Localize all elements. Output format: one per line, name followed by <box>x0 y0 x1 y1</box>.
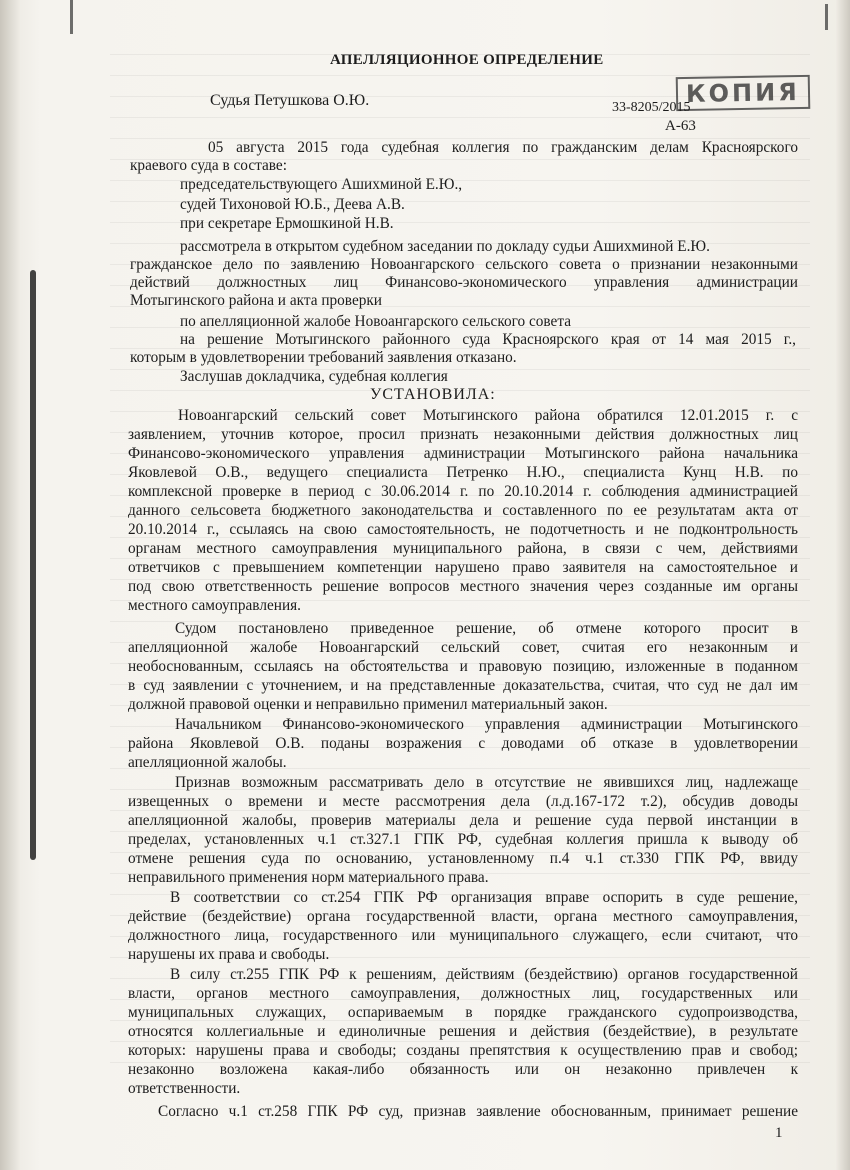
top-mark-left <box>70 0 73 34</box>
document-title: АПЕЛЛЯЦИОННОЕ ОПРЕДЕЛЕНИЕ <box>330 52 604 68</box>
body-line: под свою ответственность решение вопросов местного значения через созданные им органы <box>128 578 798 595</box>
margin-pen-mark <box>30 270 36 860</box>
intro-line: рассмотрела в открытом судебном заседании по докладу судьи Ашихминой Е.Ю. <box>180 238 710 255</box>
body-line: Судом постановлено приведенное решение, об отмене которого просит в <box>175 620 798 637</box>
intro-line: гражданское дело по заявлению Новоангарского сельского совета о признании незаконными <box>130 256 798 273</box>
body-line: апелляционной жалобе Новоангарский сельский совет, считая его незаконным и <box>128 639 798 656</box>
scan-edge-left <box>0 0 20 1170</box>
body-line: заявлением, уточнив которое, просил признать незаконными действия должностных лиц <box>128 426 798 443</box>
body-line: власти, органов местного самоуправления, должностных лиц, государственных или <box>128 985 798 1002</box>
body-line: Признав возможным рассматривать дело в отсутствие не явившихся лиц, надлежаще <box>175 774 798 791</box>
intro-line: на решение Мотыгинского районного суда Красноярского края от 14 мая 2015 г., <box>180 331 796 348</box>
body-line: 20.10.2014 г., ссылаясь на свою самостоятельность, не подотчетность и не подконтрольность <box>128 521 798 538</box>
intro-line: Заслушав докладчика, судебная коллегия <box>180 368 448 385</box>
body-line: действие (бездействие) органа государственной власти, органа местного самоуправления, <box>128 908 798 925</box>
body-line: неправильного применения норм материального права. <box>128 869 489 886</box>
body-line: ответчиков с превышением компетенции нарушено право заявителя на самостоятельное и <box>128 559 798 576</box>
body-line: извещенных о времени и месте рассмотрения дела (л.д.167-172 т.2), обсудив доводы <box>128 793 798 810</box>
copy-stamp: КОПИЯ <box>676 75 810 111</box>
body-line: в суд заявлении с уточнением, и на представленные доказательства, считая, что суд не дал им <box>128 677 798 694</box>
intro-line: при секретаре Ермошкиной Н.В. <box>180 215 394 232</box>
page-number: 1 <box>775 1125 783 1141</box>
body-line: должной правовой оценки и неправильно применил материальный закон. <box>128 696 608 713</box>
body-line: В силу ст.255 ГПК РФ к решениям, действиям (бездействию) органов государственной <box>170 966 798 983</box>
body-line: ответственности. <box>128 1080 241 1097</box>
body-line: которых: нарушены права и свободы; созданы препятствия к осуществлению прав и свобод; <box>128 1042 798 1059</box>
intro-line: председательствующего Ашихминой Е.Ю., <box>180 176 463 193</box>
body-line: отмене решения суда по основанию, установленному п.4 ч.1 ст.330 ГПК РФ, ввиду <box>128 850 798 867</box>
section-heading: УСТАНОВИЛА: <box>370 386 496 403</box>
body-line: апелляционной жалобы, проверив материалы дела и решение суда первой инстанции в <box>128 812 798 829</box>
intro-line: 05 августа 2015 года судебная коллегия по гражданским делам Красноярского <box>208 139 798 156</box>
intro-line: краевого суда в составе: <box>130 157 287 174</box>
body-line: апелляционной жалобы. <box>128 754 287 771</box>
body-line: Яковлевой О.В., ведущего специалиста Петренко Н.Ю., специалиста Кунц Н.В. по <box>128 464 798 481</box>
judge-line: Судья Петушкова О.Ю. <box>210 92 370 109</box>
intro-line: действий должностных лиц Финансово-экономического управления администрации <box>130 274 798 291</box>
body-line: Новоангарский сельский совет Мотыгинского района обратился 12.01.2015 г. с <box>178 407 798 424</box>
body-line: В соответствии со ст.254 ГПК РФ организация вправе оспорить в суде решение, <box>170 889 798 906</box>
body-line: органам местного самоуправления муниципального района, в связи с чем, действиями <box>128 540 798 557</box>
body-line: района Яковлевой О.В. поданы возражения с доводами об отказе в удовлетворении <box>128 735 798 752</box>
top-mark-right <box>825 4 828 30</box>
intro-line: Мотыгинского района и акта проверки <box>130 292 382 309</box>
intro-line: которым в удовлетворении требований заявления отказано. <box>130 349 517 366</box>
body-line: муниципальных служащих, оспариваемым в порядке гражданского судопроизводства, <box>128 1004 798 1021</box>
case-number: 33-8205/2015 <box>612 100 691 115</box>
body-line: Финансово-экономического управления администрации Мотыгинского района начальника <box>128 445 798 462</box>
body-line: нарушены их права и свободы. <box>128 946 330 963</box>
body-line: незаконно возложена какая-либо обязанность или он незаконно привлечен к <box>128 1061 798 1078</box>
body-line: должностного лица, государственного или муниципального служащего, если считают, что <box>128 927 798 944</box>
body-line: данного сельсовета бюджетного законодательства и составленного по ее результатам акта от <box>128 502 798 519</box>
body-line: пределах, установленных ч.1 ст.327.1 ГПК РФ, судебная коллегия пришла к выводу об <box>128 831 798 848</box>
body-line: комплексной проверке в период с 30.06.2014 г. по 20.10.2014 г. соблюдения администрацией <box>128 483 798 500</box>
body-line: Согласно ч.1 ст.258 ГПК РФ суд, признав заявление обоснованным, принимает решение <box>158 1103 798 1120</box>
body-line: необоснованным, ссылаясь на обстоятельства и правовую позицию, изложенные в поданном <box>128 658 798 675</box>
scan-edge-right <box>836 0 850 1170</box>
body-line: местного самоуправления. <box>128 597 301 614</box>
intro-line: судей Тихоновой Ю.Б., Деева А.В. <box>180 196 405 213</box>
body-line: Начальником Финансово-экономического управления администрации Мотыгинского <box>175 716 798 733</box>
intro-line: по апелляционной жалобе Новоангарского сельского совета <box>180 313 572 330</box>
category-code: А-63 <box>665 118 696 134</box>
body-line: относятся коллегиальные и единоличные решения и действия (бездействие), в результате <box>128 1023 798 1040</box>
